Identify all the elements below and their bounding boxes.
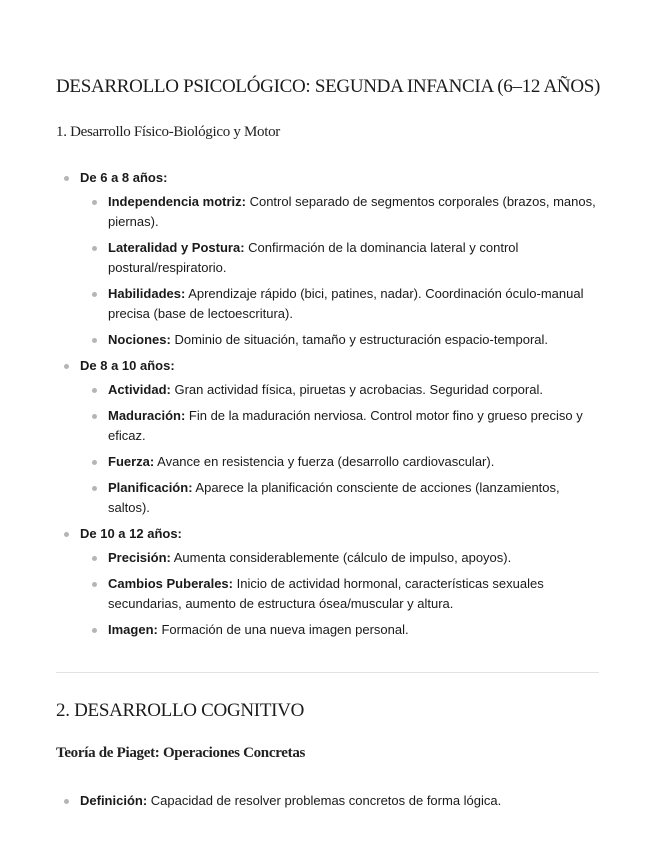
item-text: Gran actividad física, piruetas y acrobacias. Seguridad corporal. xyxy=(170,382,543,397)
list-item xyxy=(92,478,604,518)
list-item xyxy=(92,284,604,324)
item-text: Aumenta considerablemente (cálculo de impulso, apoyos). xyxy=(170,550,512,565)
item-term: Fuerza: xyxy=(108,454,155,469)
item-text: Avance en resistencia y fuerza (desarrollo cardiovascular). xyxy=(154,454,495,469)
definition-list xyxy=(64,791,604,811)
item-text: Aparece la planificación consciente de acciones (lanzamientos, saltos). xyxy=(108,480,560,515)
item-term: Independencia motriz: xyxy=(108,194,246,209)
item-text: Dominio de situación, tamaño y estructuración espacio-temporal. xyxy=(170,332,549,347)
age-group-label: De 10 a 12 años: xyxy=(80,526,182,541)
item-term: Maduración: xyxy=(108,408,186,423)
list-item xyxy=(92,620,604,640)
item-term: Nociones: xyxy=(108,332,171,347)
page-title: DESARROLLO PSICOLÓGICO: SEGUNDA INFANCIA (6–12 AÑOS) xyxy=(56,76,601,97)
list-item xyxy=(92,238,604,278)
list-item xyxy=(92,192,604,232)
item-term: Actividad: xyxy=(108,382,171,397)
item-text: Aprendizaje rápido (bici, patines, nadar). Coordinación óculo-manual precisa (base de lectoescritura). xyxy=(108,286,584,321)
section-divider xyxy=(56,672,599,673)
age-group-items xyxy=(92,380,604,518)
list-item xyxy=(92,406,604,446)
item-term: Definición: xyxy=(80,793,148,808)
item-term: Cambios Puberales: xyxy=(108,576,233,591)
age-group-label: De 6 a 8 años: xyxy=(80,170,168,185)
item-term: Habilidades: xyxy=(108,286,186,301)
item-term: Precisión: xyxy=(108,550,171,565)
item-text: Control separado de segmentos corporales (brazos, manos, piernas). xyxy=(108,194,596,229)
age-group-items xyxy=(92,192,604,350)
item-text: Confirmación de la dominancia lateral y control postural/respiratorio. xyxy=(108,240,519,275)
list-item xyxy=(92,548,604,568)
list-item xyxy=(92,574,604,614)
item-text: Formación de una nueva imagen personal. xyxy=(157,622,409,637)
section-2-subtitle: Teoría de Piaget: Operaciones Concretas xyxy=(56,745,306,761)
list-item xyxy=(64,791,604,811)
section-2-title: 2. DESARROLLO COGNITIVO xyxy=(56,700,305,721)
item-term: Imagen: xyxy=(108,622,158,637)
section-1-title: 1. Desarrollo Físico-Biológico y Motor xyxy=(56,124,280,140)
item-text: Capacidad de resolver problemas concretos de forma lógica. xyxy=(147,793,502,808)
list-item xyxy=(92,380,604,400)
item-term: Lateralidad y Postura: xyxy=(108,240,245,255)
age-group-items xyxy=(92,548,604,640)
age-group xyxy=(64,168,604,350)
age-group-label: De 8 a 10 años: xyxy=(80,358,175,373)
age-group xyxy=(64,356,604,518)
item-term: Planificación: xyxy=(108,480,193,495)
age-groups-list xyxy=(64,168,604,646)
list-item xyxy=(92,452,604,472)
item-text: Inicio de actividad hormonal, características sexuales secundarias, aumento de estructura ósea/muscular y altura. xyxy=(108,576,544,611)
item-text: Fin de la maduración nerviosa. Control motor fino y grueso preciso y eficaz. xyxy=(108,408,583,443)
list-item xyxy=(92,330,604,350)
age-group xyxy=(64,524,604,640)
